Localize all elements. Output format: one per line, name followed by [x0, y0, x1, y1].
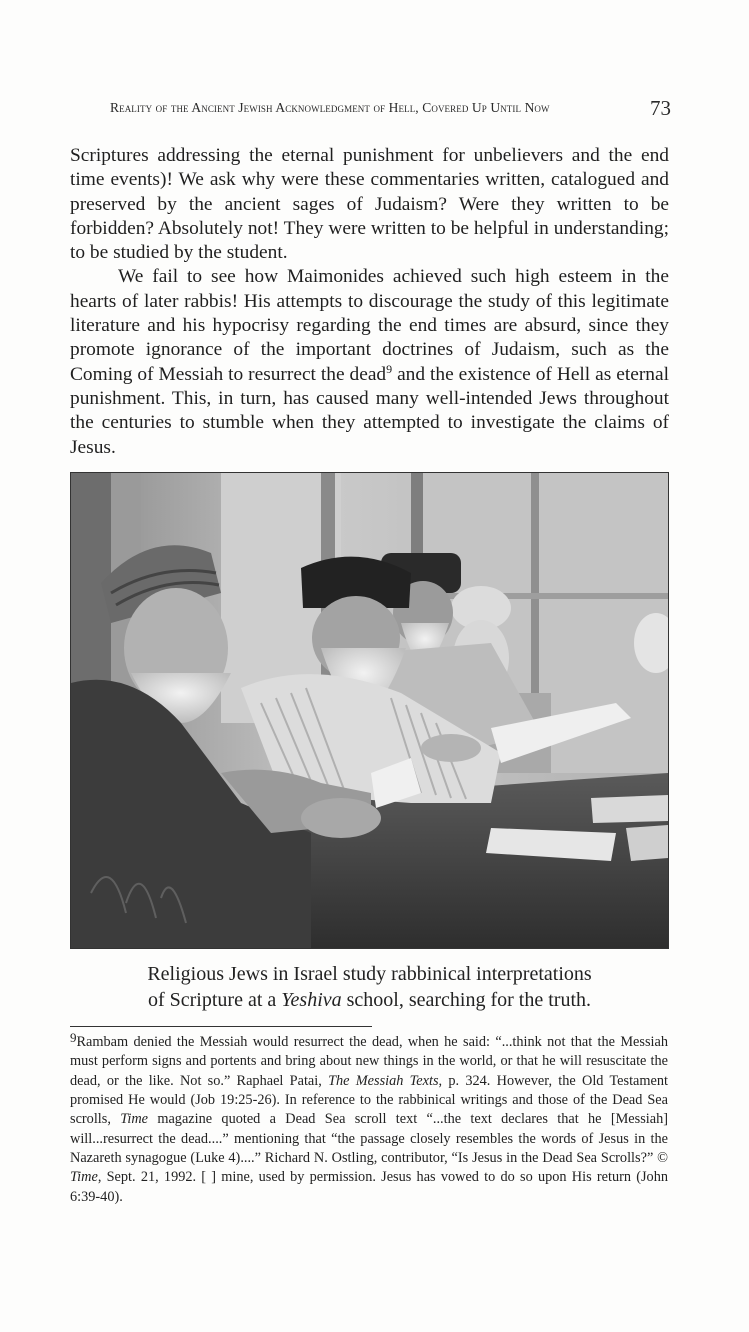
footnote-italic-1: The Messiah Texts — [328, 1072, 439, 1089]
footnote-italic-2: Time — [120, 1111, 149, 1128]
photo-caption — [70, 961, 669, 1013]
footnote-text — [70, 1030, 668, 1207]
footnote — [70, 1030, 668, 1207]
footnote-text-4: , Sept. 21, 1992. [ ] mine, used by permission. Jesus has vowed to do so upon His return (John 6:39-40). — [70, 1169, 668, 1205]
footnote-reference[interactable]: 9 — [386, 361, 393, 376]
caption-line-2-a: of Scripture at a — [147, 989, 282, 1011]
footnote-divider — [70, 1026, 372, 1027]
caption-line-2-italic: Yeshiva — [281, 989, 342, 1011]
paragraph-2-text-b: and the existence of Hell as eternal punishment. This, in turn, has caused many well-intended Jews throughout the centuries to stumble when they attempted to investigate the claims of Jesus. — [70, 363, 669, 458]
paragraph-2 — [70, 265, 669, 459]
page-number: 73 — [650, 96, 671, 120]
footnote-mark: 9 — [70, 1030, 77, 1045]
photograph — [70, 472, 669, 949]
caption-line-2 — [70, 987, 669, 1013]
caption-line-2-b: school, searching for the truth. — [341, 989, 592, 1011]
footnote-text-1: Rambam denied the Messiah would resurrect the dead, when he said: “...think not that the Messiah must perform signs and portents and bring about new things in the world, or that he will resuscitate the dead, or the like. Not so.” Raphael Patai, — [70, 1034, 668, 1089]
paragraph-2-text-a: We fail to see how Maimonides achieved such high esteem in the hearts of later rabbis! His attempts to discourage the study of this legitimate literature and his hypocrisy regarding the end times are absurd, since they promote ignorance of the important doctrines of Judaism, such as the Coming of Messiah to resurrect the dead — [70, 266, 669, 385]
footnote-text-2: , p. 324. However, the Old Testament promised He would (Job 19:25-26). In reference to the rabbinical writings and those of the Dead Sea scrolls, — [70, 1072, 668, 1128]
running-head-title: Reality of the Ancient Jewish Acknowledgment of Hell, Covered Up Until Now — [110, 100, 550, 115]
photograph-icon — [71, 473, 668, 948]
footnote-text-3: magazine quoted a Dead Sea scroll text “...the text declares that he [Messiah] will...resurrect the dead....” mentioning that “the passage closely resembles the words of Jesus in the Nazareth synagogue (Luke 4)....” Richard N. Ostling, contributor, “Is Jesus in the Dead Sea Scrolls?” © — [70, 1111, 668, 1167]
caption-line-1: Religious Jews in Israel study rabbinical interpretations — [147, 963, 592, 985]
paragraph-1: Scriptures addressing the eternal punishment for unbelievers and the end time events)! We ask why were these commentaries written, catalogued and preserved by the ancient sages of Judaism? Were they written to be forbidden? Absolutely not! They were written to be helpful in understanding; to be studied by the student. — [70, 145, 669, 264]
footnote-italic-3: Time — [70, 1169, 98, 1186]
body-text — [70, 144, 669, 460]
running-head — [100, 96, 675, 126]
